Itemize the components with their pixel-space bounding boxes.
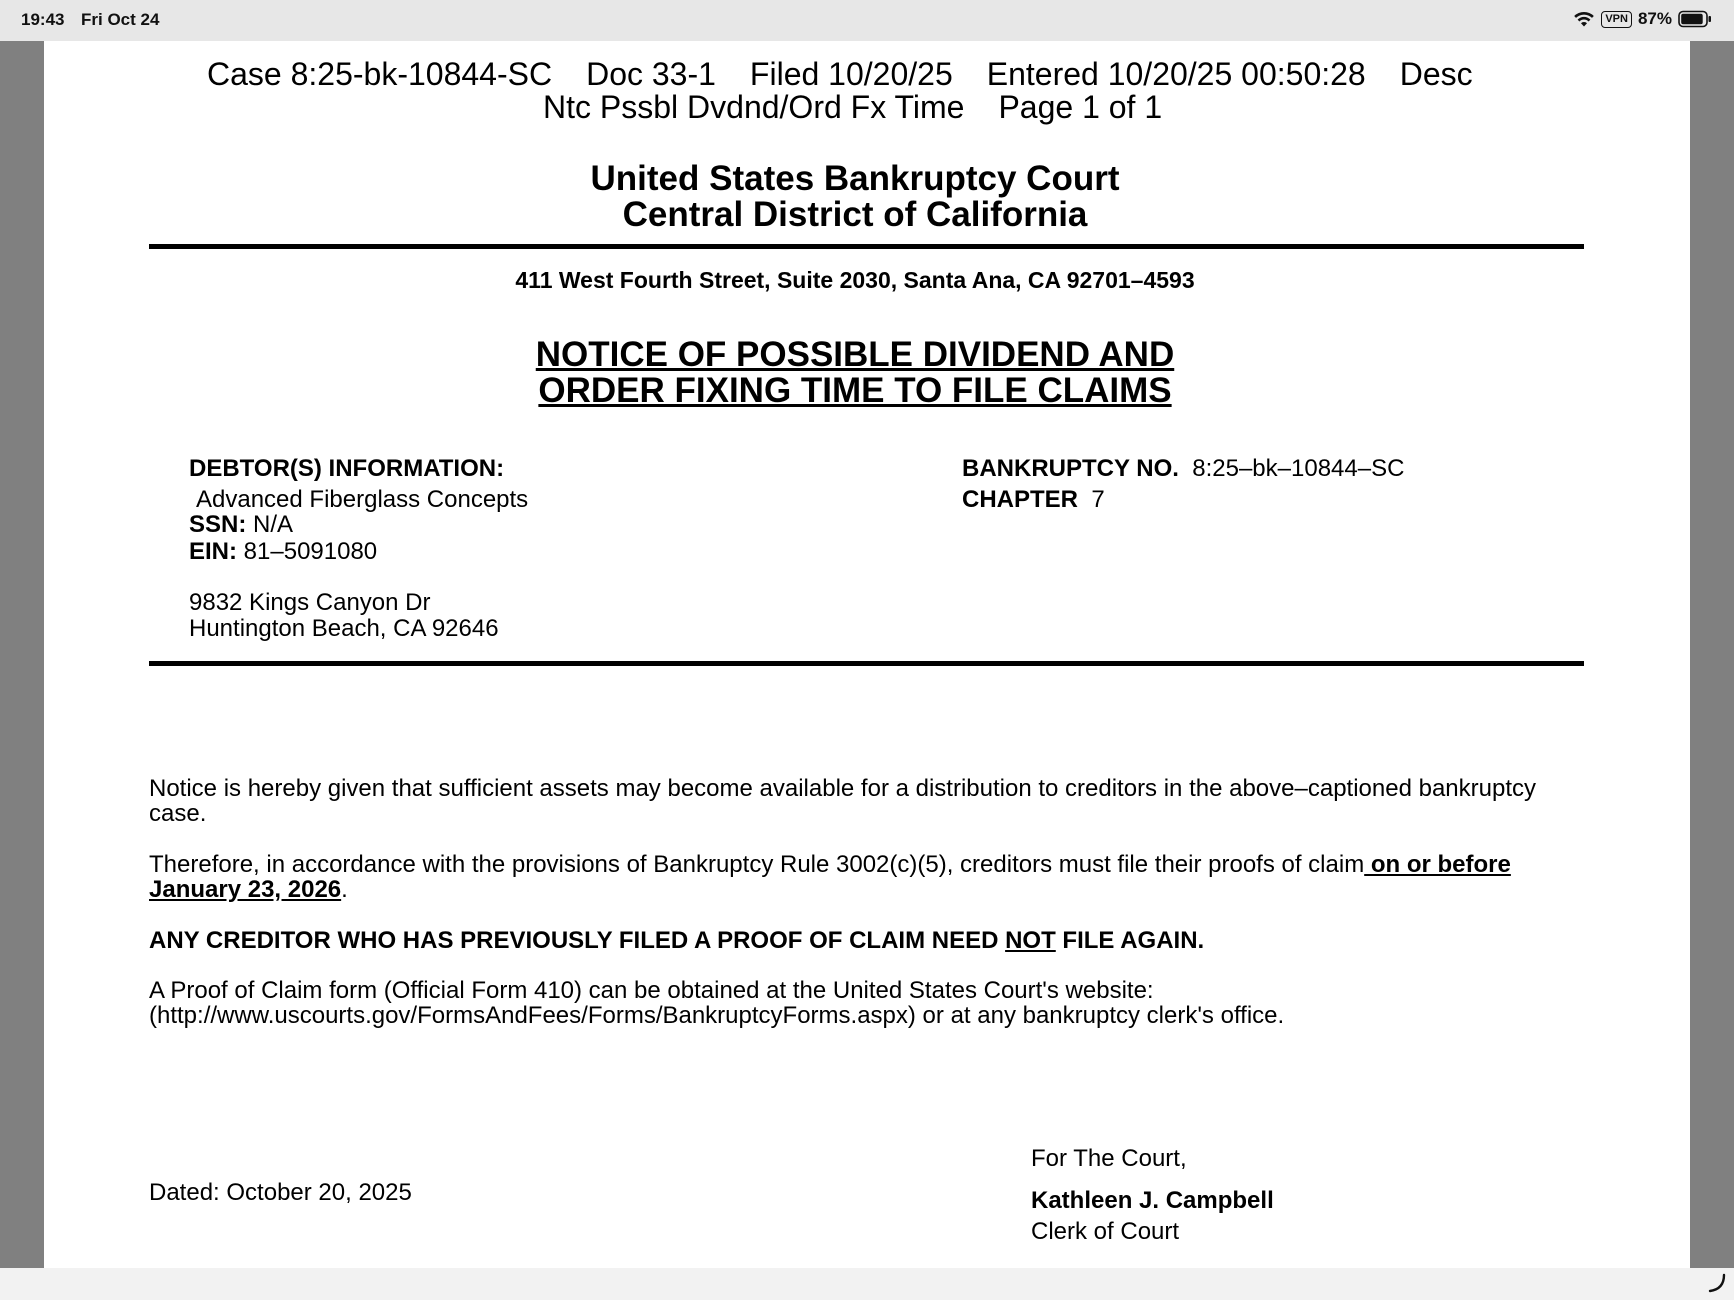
status-bar [0,0,1734,41]
document-page [44,41,1690,1268]
debtor-name: Advanced Fiberglass Concepts [196,486,529,513]
wifi-icon [1573,10,1595,28]
notice-title-line-1: NOTICE OF POSSIBLE DIVIDEND AND [535,335,1175,374]
dated-line: Dated: October 20, 2025 [149,1179,412,1206]
debtor-address-line-1: 9832 Kings Canyon Dr [189,589,431,616]
case-header-line-2 [543,89,1162,126]
ein-label: EIN: [189,538,237,565]
chapter-label: CHAPTER [962,486,1079,513]
proof-of-claim-url-line: (http://www.uscourts.gov/FormsAndFees/Forms/BankruptcyForms.aspx) or at any bankruptcy clerk's office. [149,1002,1285,1029]
ssn-label: SSN: [189,511,247,538]
ein-value: 81–5091080 [243,538,378,565]
not-emphasis: NOT [1005,927,1056,954]
proof-of-claim-line-1: A Proof of Claim form (Official Form 410) can be obtained at the United States Court's website: [149,977,1154,1004]
deadline-text: Therefore, in accordance with the provisions of Bankruptcy Rule 3002(c)(5), creditors must file their proofs of claim [149,851,1365,878]
desc-text: Ntc Pssbl Dvdnd/Ord Fx Time [543,89,965,125]
bankruptcy-number-line [962,455,1404,483]
previous-claim-end: FILE AGAIN. [1055,927,1205,954]
chapter-line [962,486,1105,514]
court-name: United States Bankruptcy Court [590,159,1120,198]
previous-claim-notice [149,928,1599,953]
clerk-title: Clerk of Court [1031,1218,1180,1245]
case-number: Case 8:25-bk-10844-SC [207,56,553,92]
proof-of-claim-paragraph [149,978,1599,1028]
ssn-line [189,511,293,539]
vpn-badge: VPN [1601,11,1632,28]
status-indicators [1573,9,1712,29]
claim-deadline-paragraph [149,852,1599,902]
clerk-name: Kathleen J. Campbell [1031,1187,1274,1214]
for-the-court: For The Court, [1031,1145,1187,1172]
divider-top [149,244,1584,249]
filed-date: Filed 10/20/25 [749,56,953,92]
ssn-value: N/A [253,511,294,538]
previous-claim-text: ANY CREDITOR WHO HAS PREVIOUSLY FILED A PROOF OF CLAIM NEED [149,927,999,954]
doc-number: Doc 33-1 [586,56,716,92]
bankruptcy-number: 8:25–bk–10844–SC [1192,455,1405,482]
notice-paragraph: Notice is hereby given that sufficient assets may become available for a distribution to creditors in the above–captioned bankruptcy case. [149,775,1536,827]
bankruptcy-number-label: BANKRUPTCY NO. [962,455,1179,482]
divider-bottom [149,661,1584,666]
debtor-address-line-2: Huntington Beach, CA 92646 [189,615,499,642]
court-address: 411 West Fourth Street, Suite 2030, Santa Ana, CA 92701–4593 [515,267,1195,293]
status-date: Fri Oct 24 [81,10,160,29]
case-header-line [207,56,1473,93]
bottom-bar [0,1268,1734,1300]
ein-line [189,538,377,566]
notice-title-line-2: ORDER FIXING TIME TO FILE CLAIMS [538,371,1172,410]
district-name: Central District of California [622,195,1088,234]
chapter-number: 7 [1091,486,1105,513]
entered-date: Entered 10/20/25 00:50:28 [986,56,1366,92]
document-viewer[interactable] [0,41,1734,1268]
deadline-period: . [341,876,348,903]
status-time: 19:43 [21,10,65,29]
debtor-info-label: DEBTOR(S) INFORMATION: [189,455,505,482]
claim-deadline: on or before January 23, 2026 [149,851,1511,903]
desc-label: Desc [1399,56,1473,92]
resize-corner-icon[interactable] [1706,1272,1728,1294]
battery-icon [1678,10,1712,28]
page-count: Page 1 of 1 [998,89,1163,125]
battery-percentage: 87% [1637,9,1672,28]
